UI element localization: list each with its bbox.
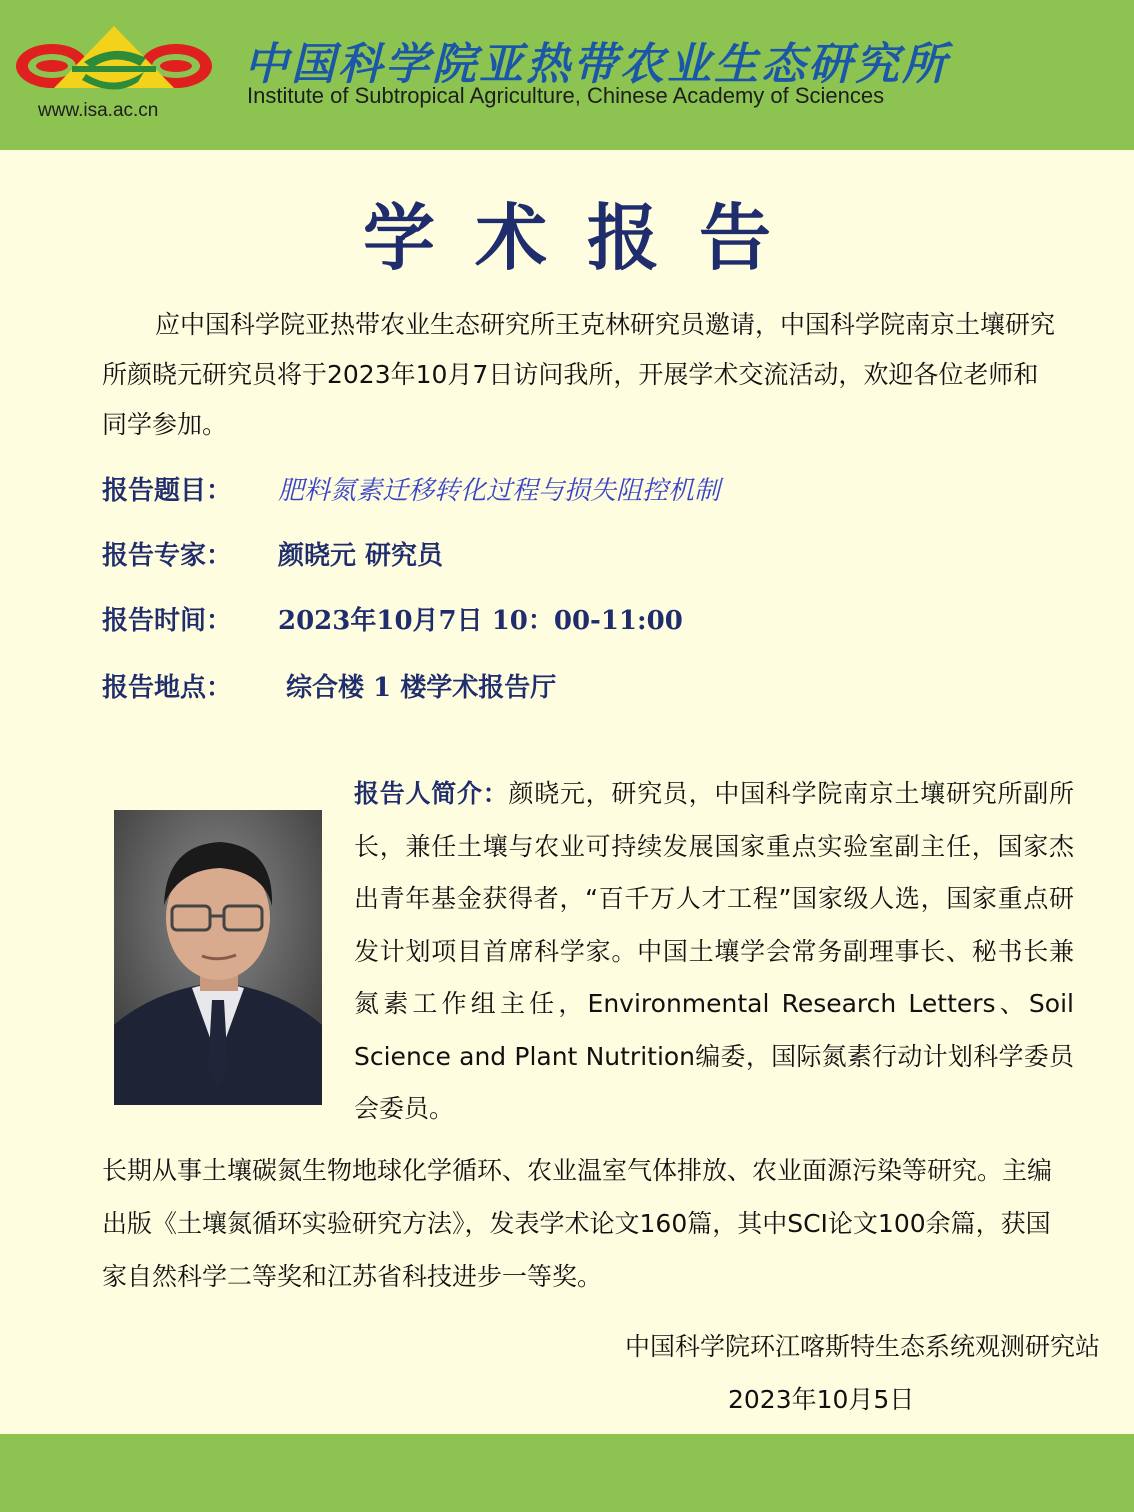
speaker-label: 报告专家： (102, 541, 233, 571)
page-title: 学术报告 (362, 196, 811, 280)
intro-paragraph: 应中国科学院亚热带农业生态研究所王克林研究员邀请，中国科学院南京土壤研究所颜晓元研究员将于2023年10月7日访问我所，开展学术交流活动，欢迎各位老师和同学参加。 (102, 310, 1056, 439)
time-label: 报告时间： (102, 606, 233, 636)
signature-date: 2023年10月5日 (728, 1385, 915, 1414)
place-label: 报告地点： (102, 673, 233, 703)
institute-name-en: Institute of Subtropical Agriculture, Chinese Academy of Sciences (247, 83, 885, 108)
topic-label: 报告题目： (102, 476, 233, 506)
time-value: 2023年10月7日 10：00-11:00 (278, 606, 683, 636)
institute-name-cn: 中国科学院亚热带农业生态研究所 (244, 39, 949, 90)
speaker-value: 颜晓元 研究员 (278, 541, 444, 571)
header-banner (0, 0, 1134, 150)
footer-banner (0, 1434, 1134, 1512)
info-row-place (102, 667, 556, 704)
topic-value: 肥料氮素迁移转化过程与损失阻控机制 (278, 476, 721, 506)
bio-side-text (354, 768, 1074, 1136)
bio-side-content: 颜晓元，研究员，中国科学院南京土壤研究所副所长，兼任土壤与农业可持续发展国家重点实验室副主任，国家杰出青年基金获得者，“百千万人才工程”国家级人选，国家重点研发计划项目首席科学家。中国土壤学会常务副理事长、秘书长兼氮素工作组主任，Environmental Research Letters、Soil Science and Plant Nutrition编委，国际氮素行动计划科学委员会委员。 (354, 779, 1074, 1123)
bio-label: 报告人简介： (354, 779, 509, 808)
speaker-photo (114, 810, 322, 1105)
logo-url: www.isa.ac.cn (38, 100, 159, 121)
bio-full-text: 长期从事土壤碳氮生物地球化学循环、农业温室气体排放、农业面源污染等研究。主编出版《土壤氮循环实验研究方法》，发表学术论文160篇，其中SCI论文100余篇，获国家自然科学二等奖和江苏省科技进步一等奖。 (102, 1156, 1053, 1291)
place-value: 综合楼 1 楼学术报告厅 (286, 673, 557, 703)
info-row-speaker (102, 535, 443, 572)
info-row-topic (102, 470, 720, 507)
info-row-time (102, 600, 683, 637)
signature-org: 中国科学院环江喀斯特生态系统观测研究站 (624, 1332, 1100, 1361)
